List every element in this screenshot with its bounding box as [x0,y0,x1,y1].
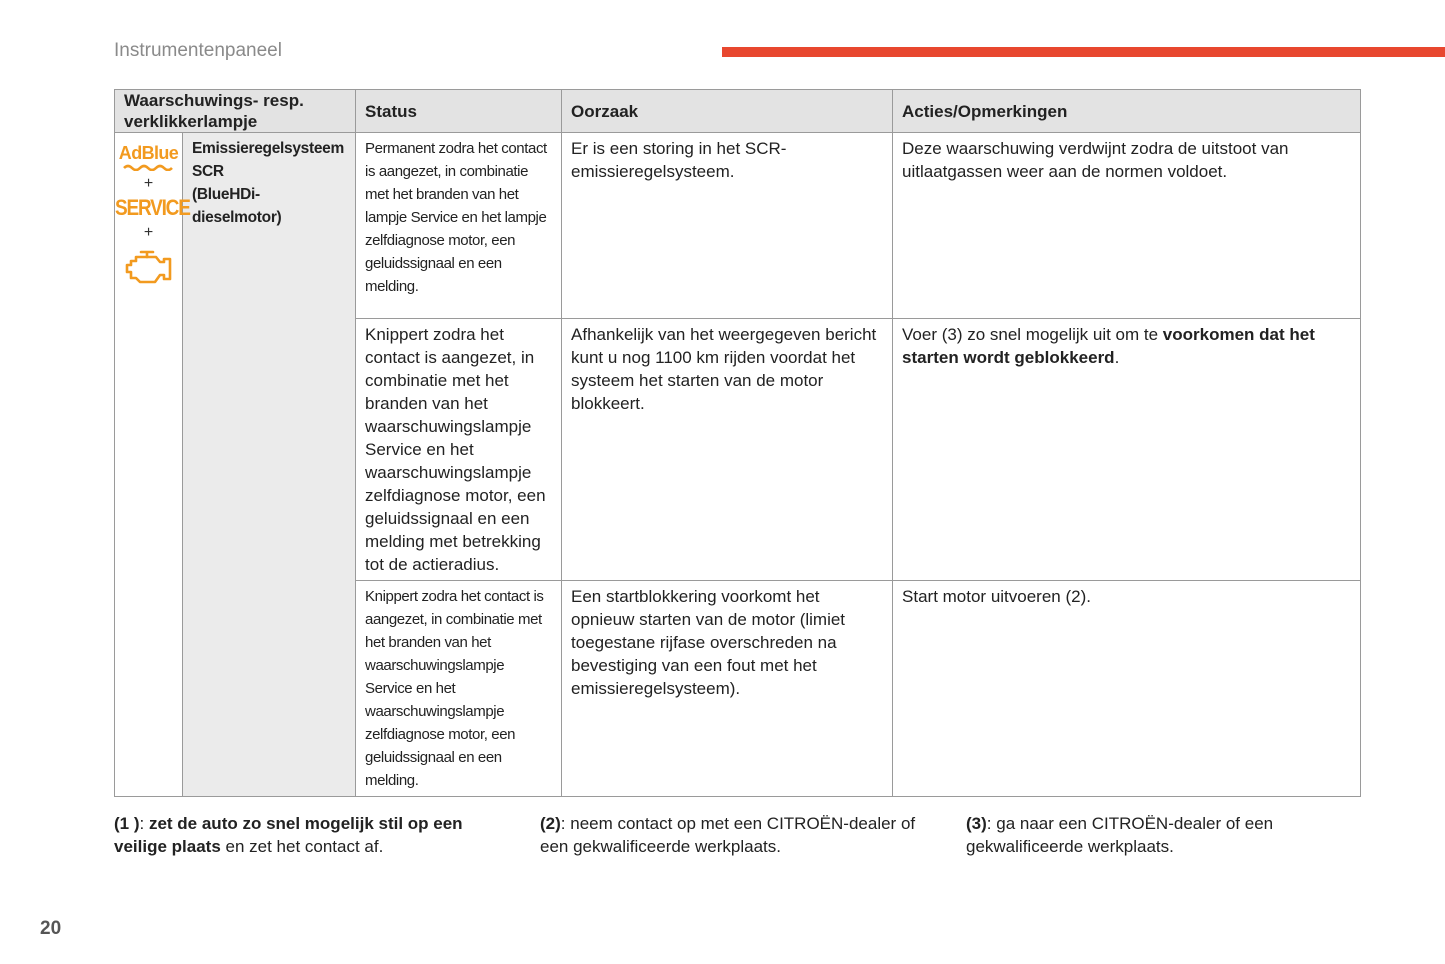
footnote-separator: : [560,814,571,833]
table-row [115,133,1361,319]
action-emphasis: voorkomen dat het starten wordt geblokkeerd [902,325,1315,367]
action-cell: Start motor uitvoeren (2). [893,581,1361,797]
action-text: Voer (3) zo snel mogelijk uit om te [902,325,1163,344]
action-cell [893,319,1361,581]
footnote-ref: (2) [540,814,561,833]
lamp-name-line: SCR [192,163,224,180]
status-cell: Knippert zodra het contact is aangezet, in combinatie met het branden van het waarschuwingslampje Service en het waarschuwingslampje zelfdiagnose motor, een geluidssignaal en een melding. [356,581,562,797]
cause-cell: Een startblokkering voorkomt het opnieuw starten van de motor (limiet toegestane rijfase overschreden na bevestiging van een fout met het emissieregelsysteem). [562,581,893,797]
action-cell: Deze waarschuwing verdwijnt zodra de uitstoot van uitlaatgassen weer aan de normen voldoet. [893,133,1361,319]
footnote-2 [540,812,945,858]
lamp-name-line: Emissieregelsysteem [192,140,344,157]
footnote-ref: (3) [966,814,987,833]
plus-sign: + [143,175,154,192]
cause-cell: Afhankelijk van het weergegeven bericht kunt u nog 1100 km rijden voordat het systeem het starten van de motor blokkeert. [562,319,893,581]
lamp-name-line: dieselmotor) [192,209,282,226]
footnote-separator: : [986,814,997,833]
footnote-3 [966,812,1346,858]
service-icon: SERVICE [115,196,190,221]
cause-cell: Er is een storing in het SCR-emissieregelsysteem. [562,133,893,319]
header-lamp: Waarschuwings- resp. verklikkerlampje [115,90,356,133]
lamp-name-cell [183,133,356,797]
adblue-waves-icon [122,163,176,171]
adblue-icon: AdBlue [118,143,179,163]
status-cell: Permanent zodra het contact is aangezet, in combinatie met het branden van het lampje Service en het lampje zelfdiagnose motor, een geluidssignaal en een melding. [356,133,562,319]
plus-sign: + [143,224,154,241]
lamp-name-line: (BlueHDi- [192,186,260,203]
footnote-text: en zet het contact af. [220,837,384,856]
header-cause: Oorzaak [562,90,893,133]
footnote-text: ga naar een CITROËN-dealer of een gekwalificeerde werkplaats. [966,814,1274,856]
table-header-row [115,90,1361,133]
page-number: 20 [40,918,62,939]
engine-diagnosis-icon [124,248,174,286]
action-text: . [1114,348,1120,367]
footnote-1 [114,812,514,858]
header-actions: Acties/Opmerkingen [893,90,1361,133]
header-accent-bar [722,47,1445,57]
section-title: Instrumentenpaneel [114,40,282,61]
footnote-emphasis: zet de auto zo snel mogelijk stil op een veilige plaats [114,814,463,856]
footnote-ref: (1 ) [114,814,140,833]
status-cell: Knippert zodra het contact is aangezet, in combinatie met het branden van het waarschuwingslampje Service en het waarschuwingslampje zelfdiagnose motor, een geluidssignaal en een melding met betrekking tot de actieradius. [356,319,562,581]
lamp-icons-cell [115,133,190,797]
footnote-text: neem contact op met een CITROËN-dealer of een gekwalificeerde werkplaats. [540,814,916,856]
warning-lamp-table [114,89,1361,797]
header-status: Status [356,90,562,133]
footnote-separator: : [139,814,149,833]
